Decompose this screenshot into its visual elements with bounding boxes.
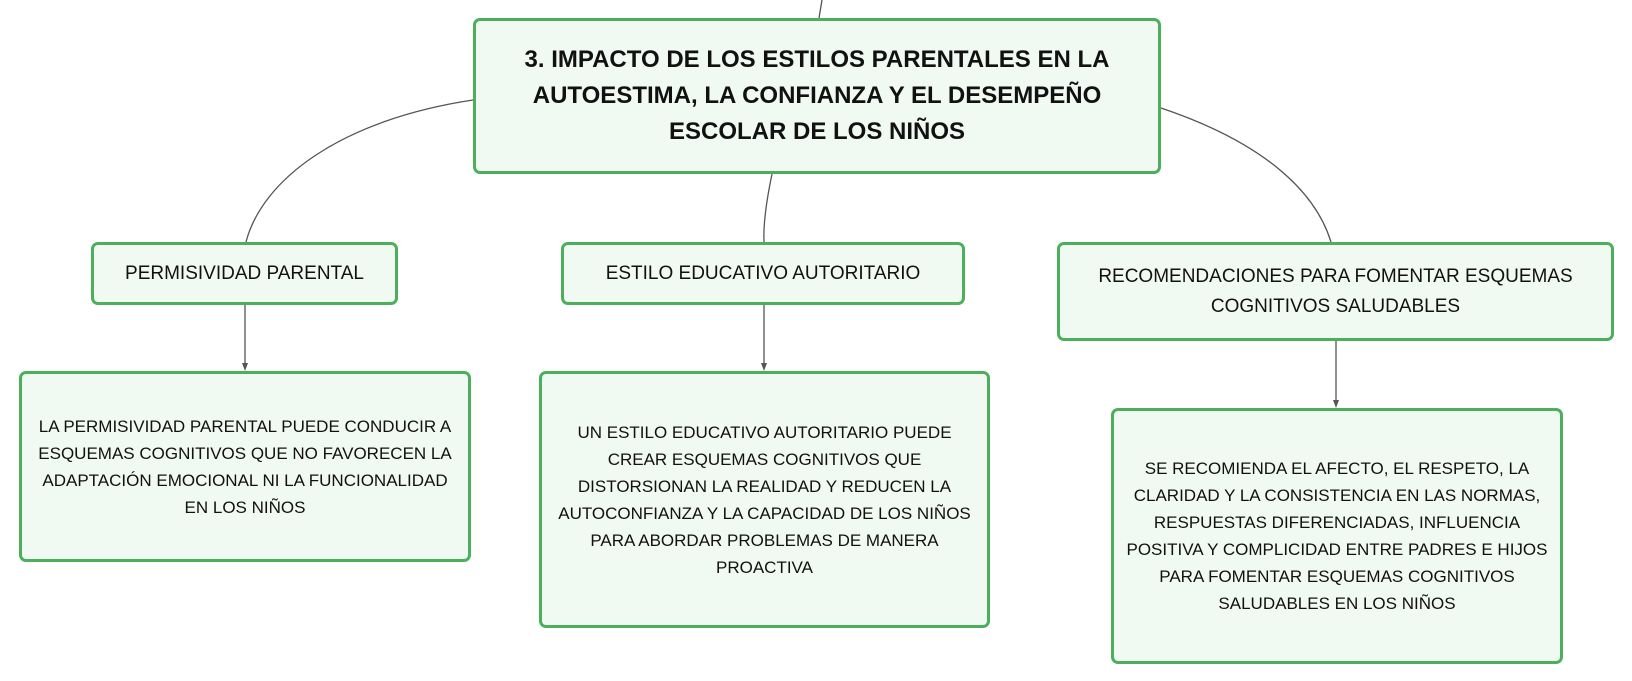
topic-label-estilo-autoritario: ESTILO EDUCATIVO AUTORITARIO xyxy=(605,262,921,284)
connector-incoming-root xyxy=(819,0,822,18)
subtopic-text-autoritario-detail: UN ESTILO EDUCATIVO AUTORITARIO PUEDE CREAR ESQUEMAS COGNITIVOS QUE DISTORSIONAN LA REALIDAD Y REDUCEN LA AUTOCONFIANZA Y LA CAPACIDAD DE LOS NIÑOS PARA ABORDAR PROBLEMAS DE MANERA PROACTIVA xyxy=(558,422,971,577)
root-topic-node[interactable] xyxy=(473,18,1161,174)
topic-label-recomendaciones: RECOMENDACIONES PARA FOMENTAR ESQUEMAS COGNITIVOS SALUDABLES xyxy=(1098,265,1573,317)
subtopic-text-permisividad-detail: LA PERMISIVIDAD PARENTAL PUEDE CONDUCIR A ESQUEMAS COGNITIVOS QUE NO FAVORECEN LA ADAPTACIÓN EMOCIONAL NI LA FUNCIONALIDAD EN LOS NIÑOS xyxy=(38,416,452,517)
subtopic-text-recomendaciones-detail: SE RECOMIENDA EL AFECTO, EL RESPETO, LA CLARIDAD Y LA CONSISTENCIA EN LAS NORMAS, RESPUESTAS DIFERENCIADAS, INFLUENCIA POSITIVA Y COMPLICIDAD ENTRE PADRES E HIJOS PARA FOMENTAR ESQUEMAS COGNITIVOS SALUDABLES EN LOS NIÑOS xyxy=(1126,459,1548,613)
subtopic-node-permisividad-detail[interactable] xyxy=(19,371,471,562)
connector-root-to-autoritario xyxy=(764,174,772,242)
connector-root-to-recomendaciones xyxy=(1161,108,1331,242)
topic-node-estilo-autoritario[interactable] xyxy=(561,242,965,305)
topic-label-permisividad-parental: PERMISIVIDAD PARENTAL xyxy=(125,262,364,284)
connector-root-to-permisividad xyxy=(246,100,473,242)
subtopic-node-autoritario-detail[interactable] xyxy=(539,371,990,628)
topic-node-recomendaciones[interactable] xyxy=(1057,242,1614,341)
root-topic-title: 3. IMPACTO DE LOS ESTILOS PARENTALES EN LA AUTOESTIMA, LA CONFIANZA Y EL DESEMPEÑO ESCOLAR DE LOS NIÑOS xyxy=(524,46,1110,145)
topic-node-permisividad-parental[interactable] xyxy=(91,242,398,305)
subtopic-node-recomendaciones-detail[interactable] xyxy=(1111,408,1563,664)
